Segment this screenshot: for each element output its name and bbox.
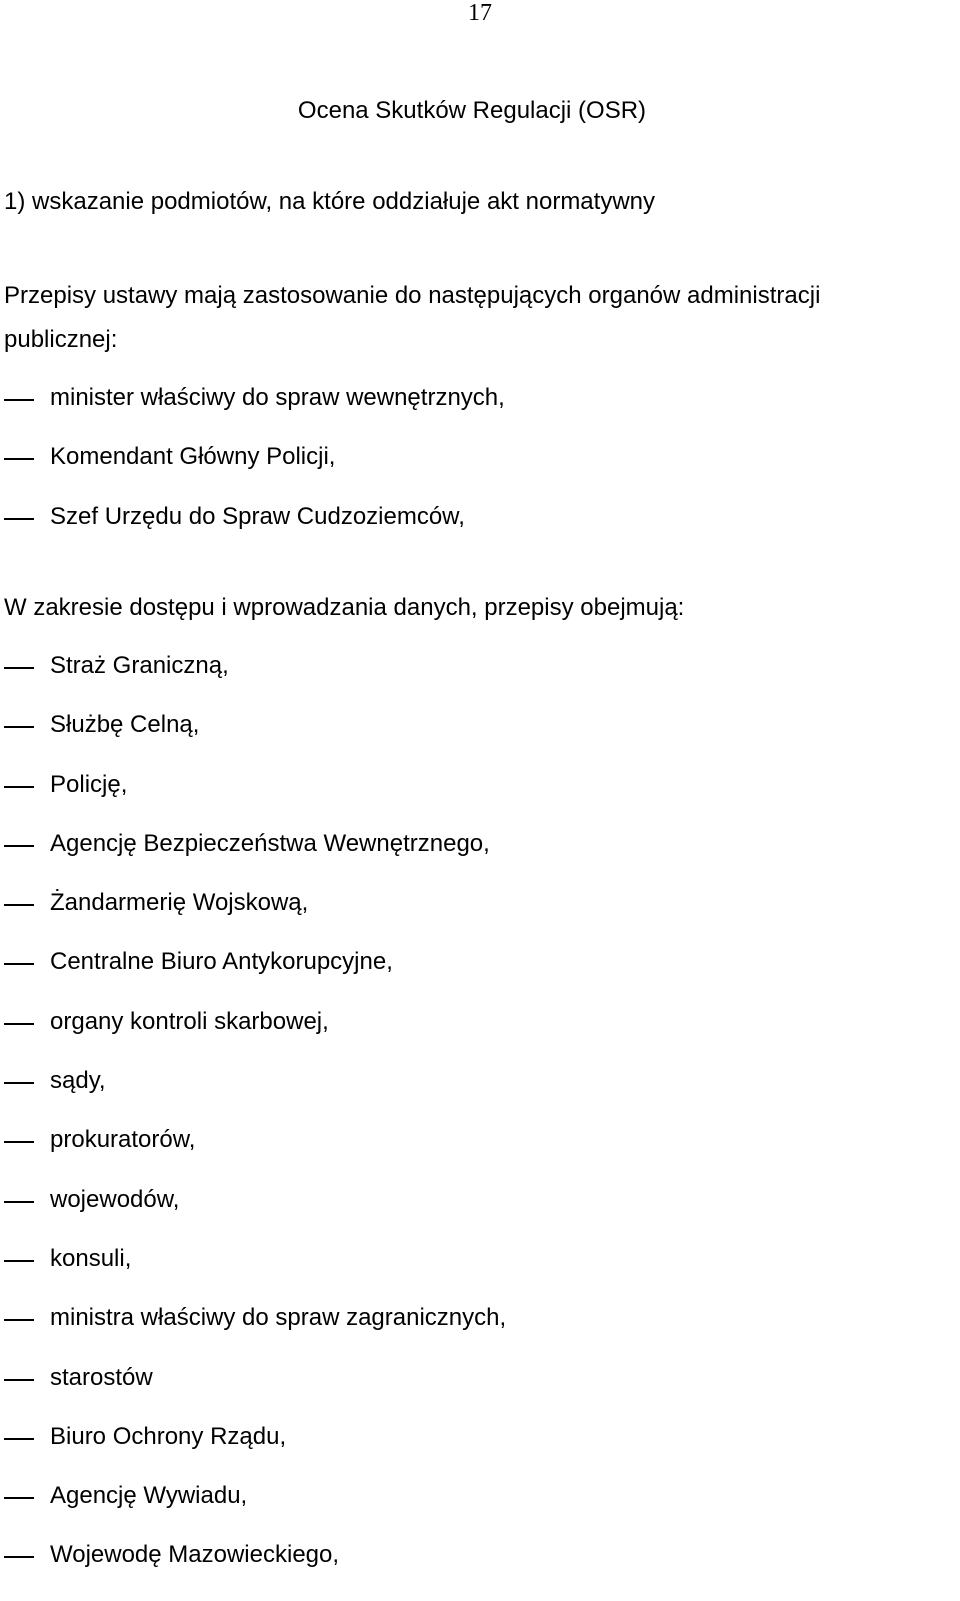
- list-item-label: Agencję Wywiadu,: [50, 1482, 248, 1510]
- dash-bullet: [4, 1082, 34, 1084]
- dash-bullet: [4, 786, 34, 788]
- section-heading: 1) wskazanie podmiotów, na które oddziałuje akt normatywny: [4, 188, 655, 215]
- list-item-label: Agencję Bezpieczeństwa Wewnętrznego,: [50, 829, 490, 857]
- dash-bullet: [4, 904, 34, 906]
- dash-bullet: [4, 1319, 34, 1321]
- page-number: 17: [468, 0, 492, 26]
- list-item-label: organy kontroli skarbowej,: [50, 1007, 329, 1035]
- paragraph-intro-line-1: Przepisy ustawy mają zastosowanie do następujących organów administracji: [4, 282, 821, 309]
- list-item-label: starostów: [50, 1363, 153, 1391]
- list-item-label: Centralne Biuro Antykorupcyjne,: [50, 948, 393, 976]
- dash-bullet: [4, 1023, 34, 1025]
- list-item-label: Komendant Główny Policji,: [50, 443, 336, 471]
- dash-bullet: [4, 1438, 34, 1440]
- list-item-label: Straż Graniczną,: [50, 652, 229, 679]
- dash-bullet: [4, 1201, 34, 1203]
- dash-bullet: [4, 1260, 34, 1262]
- dash-bullet: [4, 1497, 34, 1499]
- dash-bullet: [4, 458, 34, 460]
- list-item-label: Żandarmerię Wojskową,: [50, 889, 309, 917]
- dash-bullet: [4, 1379, 34, 1381]
- list-item-label: Biuro Ochrony Rządu,: [50, 1422, 287, 1450]
- dash-bullet: [4, 726, 34, 728]
- list-item-label: minister właściwy do spraw wewnętrznych,: [50, 384, 505, 411]
- list-item-label: Policję,: [50, 770, 128, 798]
- dash-bullet: [4, 963, 34, 965]
- list-item-label: Szef Urzędu do Spraw Cudzoziemców,: [50, 502, 465, 530]
- list-item-label: sądy,: [50, 1067, 106, 1095]
- dash-bullet: [4, 1141, 34, 1143]
- dash-bullet: [4, 845, 34, 847]
- list-item-label: Wojewodę Mazowieckiego,: [50, 1541, 340, 1569]
- list-item-label: prokuratorów,: [50, 1126, 196, 1154]
- dash-bullet: [4, 1556, 34, 1558]
- list-item-label: Służbę Celną,: [50, 711, 200, 739]
- paragraph-access-scope: W zakresie dostępu i wprowadzania danych, przepisy obejmują:: [4, 594, 685, 621]
- dash-bullet: [4, 399, 34, 401]
- list-item-label: konsuli,: [50, 1244, 132, 1272]
- list-item-label: wojewodów,: [50, 1185, 180, 1213]
- dash-bullet: [4, 518, 34, 520]
- list-item-label: ministra właściwy do spraw zagranicznych,: [50, 1304, 507, 1332]
- document-title: Ocena Skutków Regulacji (OSR): [297, 97, 647, 124]
- paragraph-intro-line-2: publicznej:: [4, 326, 118, 353]
- dash-bullet: [4, 667, 34, 669]
